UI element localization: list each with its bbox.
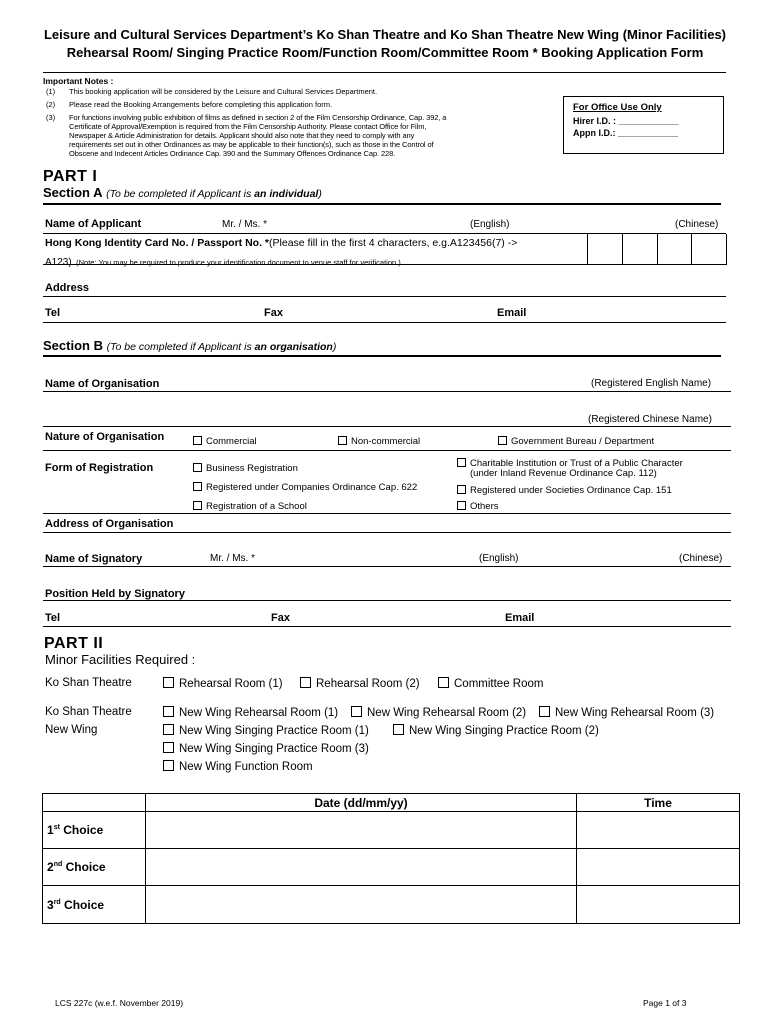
option-label: Others xyxy=(470,501,499,512)
form-reg-label: Form of Registration xyxy=(45,462,154,474)
part2-heading: PART II xyxy=(44,635,104,652)
section-a-note-prefix: (To be completed if Applicant is xyxy=(106,188,255,200)
nw-label-line1: Ko Shan Theatre xyxy=(45,706,132,718)
option-label: New Wing Rehearsal Room (3) xyxy=(555,707,715,719)
hkid-example: A123) xyxy=(45,257,72,268)
choice-text: Choice xyxy=(63,823,104,837)
choice-text: Choice xyxy=(64,897,105,912)
nw-rehearsal-1-option[interactable] xyxy=(163,706,338,719)
note-3-line1: For functions involving public exhibition of films as defined in section 2 of the Film Censorship Ordinance, Cap. 392, a xyxy=(69,113,447,122)
note-3-line3: Newspaper & Article Administration for details. Applicant should also note that they need to comply with any xyxy=(69,131,415,140)
applicant-chinese-label: (Chinese) xyxy=(675,219,719,230)
reg-business-option[interactable] xyxy=(193,463,298,474)
checkbox[interactable] xyxy=(457,485,466,494)
choice-sup: nd xyxy=(53,861,63,868)
hkid-line xyxy=(43,264,587,265)
nature-commercial-option[interactable] xyxy=(193,436,257,447)
option-label: New Wing Singing Practice Room (3) xyxy=(179,743,369,755)
address-org-label: Address of Organisation xyxy=(45,518,174,530)
nature-line xyxy=(43,450,731,451)
choice-2-time-cell[interactable] xyxy=(577,849,740,886)
org-contact-line[interactable] xyxy=(43,626,731,627)
name-org-line[interactable] xyxy=(43,391,731,392)
option-label: Government Bureau / Department xyxy=(511,436,655,447)
form-reg-line xyxy=(43,513,731,514)
section-b-divider xyxy=(43,355,721,357)
table-row xyxy=(43,812,740,849)
option-label: New Wing Function Room xyxy=(179,761,313,773)
address-label: Address xyxy=(45,282,90,294)
ks-theatre-label: Ko Shan Theatre xyxy=(45,677,132,689)
nw-function-room-option[interactable] xyxy=(163,760,313,773)
reg-others-option[interactable] xyxy=(457,501,499,512)
office-use-heading: For Office Use Only xyxy=(573,102,662,113)
option-label: Registered under Societies Ordinance Cap. 151 xyxy=(470,485,672,496)
checkbox[interactable] xyxy=(539,706,550,717)
option-label: Committee Room xyxy=(454,678,544,690)
option-label: Registration of a School xyxy=(206,501,307,512)
name-signatory-line[interactable] xyxy=(43,566,731,567)
choice-num: 3 xyxy=(47,897,54,912)
hkid-boxes[interactable] xyxy=(587,234,727,265)
section-b-header xyxy=(43,338,336,353)
hkid-label xyxy=(45,237,517,249)
checkbox[interactable] xyxy=(163,724,174,735)
option-label: Registered under Companies Ordinance Cap. 622 xyxy=(206,482,418,493)
option-label: Commercial xyxy=(206,436,257,447)
hkid-box-divider xyxy=(657,234,658,264)
form-title-line1: Leisure and Cultural Services Department’s Ko Shan Theatre and Ko Shan Theatre New Wing (Minor Facilities) xyxy=(43,27,727,42)
section-a-title: Section A xyxy=(43,185,103,200)
note-3-line5: Obscene and Indecent Articles Ordinance Cap. 390 and the Summary Offences Ordinance Cap. 228. xyxy=(69,149,396,158)
tel-label: Tel xyxy=(45,307,61,319)
option-label: New Wing Rehearsal Room (1) xyxy=(179,707,339,719)
section-b-note-suffix: ) xyxy=(332,341,337,353)
choice-1-date-cell[interactable] xyxy=(146,812,577,849)
reg-chinese-label: (Registered Chinese Name) xyxy=(588,414,712,425)
option-label: Rehearsal Room (1) xyxy=(179,678,283,690)
minor-facilities-label: Minor Facilities Required : xyxy=(45,652,196,667)
rehearsal-room-2-option[interactable] xyxy=(300,677,420,690)
choice-2-label xyxy=(43,849,146,886)
checkbox[interactable] xyxy=(163,706,174,717)
note-2-text: Please read the Booking Arrangements before completing this application form. xyxy=(69,100,333,109)
hkid-box-divider xyxy=(691,234,692,264)
reg-chinese-line[interactable] xyxy=(43,426,731,427)
choice-num: 1 xyxy=(47,823,54,837)
section-b-note-bold: an organisation xyxy=(254,341,333,353)
checkbox[interactable] xyxy=(300,677,311,688)
nw-rehearsal-2-option[interactable] xyxy=(351,706,526,719)
hkid-note-text: (Note: You may be required to produce your identification document to venue staff for verification.) xyxy=(76,258,401,267)
nw-singing-1-option[interactable] xyxy=(163,724,369,737)
option-label: New Wing Singing Practice Room (2) xyxy=(409,725,599,737)
rehearsal-room-1-option[interactable] xyxy=(163,677,283,690)
checkbox[interactable] xyxy=(498,436,507,445)
note-1-text: This booking application will be considered by the Leisure and Cultural Services Department. xyxy=(69,87,378,96)
choice-3-time-cell[interactable] xyxy=(577,886,740,924)
notes-heading: Important Notes : xyxy=(43,76,114,86)
form-title-line2: Rehearsal Room/ Singing Practice Room/Function Room/Committee Room * Booking Application Form xyxy=(66,45,704,60)
signatory-english-label: (English) xyxy=(479,553,519,564)
position-signatory-label: Position Held by Signatory xyxy=(45,588,185,600)
checkbox[interactable] xyxy=(193,463,202,472)
contact-line[interactable] xyxy=(43,322,726,323)
reg-school-option[interactable] xyxy=(193,501,307,512)
email-label: Email xyxy=(497,307,527,319)
section-a-note-suffix: ) xyxy=(318,188,322,200)
org-fax-label: Fax xyxy=(271,612,290,624)
hkid-note xyxy=(45,252,401,270)
committee-room-option[interactable] xyxy=(438,677,543,690)
checkbox[interactable] xyxy=(393,724,404,735)
checkbox[interactable] xyxy=(351,706,362,717)
hkid-label-rest: (Please fill in the first 4 characters, e.g.A123456(7) -> xyxy=(269,237,518,249)
choice-3-date-cell[interactable] xyxy=(146,886,577,924)
option-label: Business Registration xyxy=(206,463,298,474)
reg-english-label: (Registered English Name) xyxy=(591,378,712,389)
checkbox[interactable] xyxy=(163,760,174,771)
name-signatory-label: Name of Signatory xyxy=(45,553,143,565)
nw-singing-3-option[interactable] xyxy=(163,742,369,755)
checkbox[interactable] xyxy=(338,436,347,445)
option-label: Rehearsal Room (2) xyxy=(316,678,420,690)
note-2-num: (2) xyxy=(46,100,56,109)
signatory-chinese-label: (Chinese) xyxy=(679,553,723,564)
section-b-title: Section B xyxy=(43,338,103,353)
choice-sup: st xyxy=(53,824,60,831)
position-signatory-line[interactable] xyxy=(43,600,731,601)
time-header: Time xyxy=(577,794,740,812)
nw-singing-2-option[interactable] xyxy=(393,724,599,737)
option-label: New Wing Rehearsal Room (2) xyxy=(367,707,527,719)
choice-1-time-cell[interactable] xyxy=(577,812,740,849)
nature-noncommercial-option[interactable] xyxy=(338,436,420,447)
choice-text: Choice xyxy=(65,860,106,874)
choice-2-date-cell[interactable] xyxy=(146,849,577,886)
reg-societies-option[interactable] xyxy=(457,485,672,496)
section-b-note-prefix: (To be completed if Applicant is xyxy=(106,341,255,353)
title-divider xyxy=(43,72,726,73)
reg-charitable-line2: (under Inland Revenue Ordinance Cap. 112) xyxy=(470,468,657,479)
choice-3-label xyxy=(43,886,146,924)
option-label: Charitable Institution or Trust of a Public Character xyxy=(470,458,683,469)
note-1-num: (1) xyxy=(46,87,56,96)
checkbox[interactable] xyxy=(438,677,449,688)
note-3-line4: requirements set out in other Ordinances as may be applicable to their function(s), such as those in the Control of xyxy=(69,140,434,149)
page-number: Page 1 of 3 xyxy=(643,998,687,1008)
appn-id-field: Appn I.D.: ____________ xyxy=(573,128,679,138)
table-row xyxy=(43,849,740,886)
fax-label: Fax xyxy=(264,307,283,319)
note-3-line2: Certificate of Approval/Exemption is required from the Film Censorship Authority. Please contact Office for Film, xyxy=(69,122,427,131)
date-header: Date (dd/mm/yy) xyxy=(146,794,577,812)
choice-num: 2 xyxy=(47,860,54,874)
section-a-note-bold: an individual xyxy=(254,188,319,200)
address-org-line[interactable] xyxy=(43,532,731,533)
hkid-label-bold: Hong Kong Identity Card No. / Passport No. * xyxy=(45,237,270,249)
checkbox[interactable] xyxy=(193,501,202,510)
choice-1-label xyxy=(43,812,146,849)
choice-sup: rd xyxy=(53,898,61,906)
office-use-box xyxy=(563,96,724,154)
section-a-header xyxy=(43,185,322,200)
applicant-title-label: Mr. / Ms. * xyxy=(222,219,267,230)
name-applicant-label: Name of Applicant xyxy=(45,218,142,230)
org-email-label: Email xyxy=(505,612,535,624)
checkbox[interactable] xyxy=(193,482,202,491)
hirer-id-field: Hirer I.D. : ____________ xyxy=(573,116,679,126)
part1-heading: PART I xyxy=(43,168,98,185)
table-header-blank xyxy=(43,794,146,812)
nature-government-option[interactable] xyxy=(498,436,654,447)
option-label: New Wing Singing Practice Room (1) xyxy=(179,725,369,737)
table-row xyxy=(43,886,740,924)
checkbox[interactable] xyxy=(193,436,202,445)
address-line[interactable] xyxy=(43,296,726,297)
checkbox[interactable] xyxy=(457,458,466,467)
option-label: Non-commercial xyxy=(351,436,421,447)
section-a-divider xyxy=(43,203,721,205)
nature-org-label: Nature of Organisation xyxy=(45,431,165,443)
hkid-box-divider xyxy=(622,234,623,264)
name-org-label: Name of Organisation xyxy=(45,378,160,390)
signatory-title-label: Mr. / Ms. * xyxy=(210,553,255,564)
org-tel-label: Tel xyxy=(45,612,61,624)
booking-choice-table xyxy=(42,793,740,924)
reg-companies-option[interactable] xyxy=(193,482,417,493)
checkbox[interactable] xyxy=(163,677,174,688)
nw-rehearsal-3-option[interactable] xyxy=(539,706,714,719)
nw-label-line2: New Wing xyxy=(45,724,98,736)
table-header-row xyxy=(43,794,740,812)
checkbox[interactable] xyxy=(163,742,174,753)
form-code: LCS 227c (w.e.f. November 2019) xyxy=(55,998,184,1008)
applicant-english-label: (English) xyxy=(470,219,510,230)
checkbox[interactable] xyxy=(457,501,466,510)
note-3-num: (3) xyxy=(46,113,56,122)
